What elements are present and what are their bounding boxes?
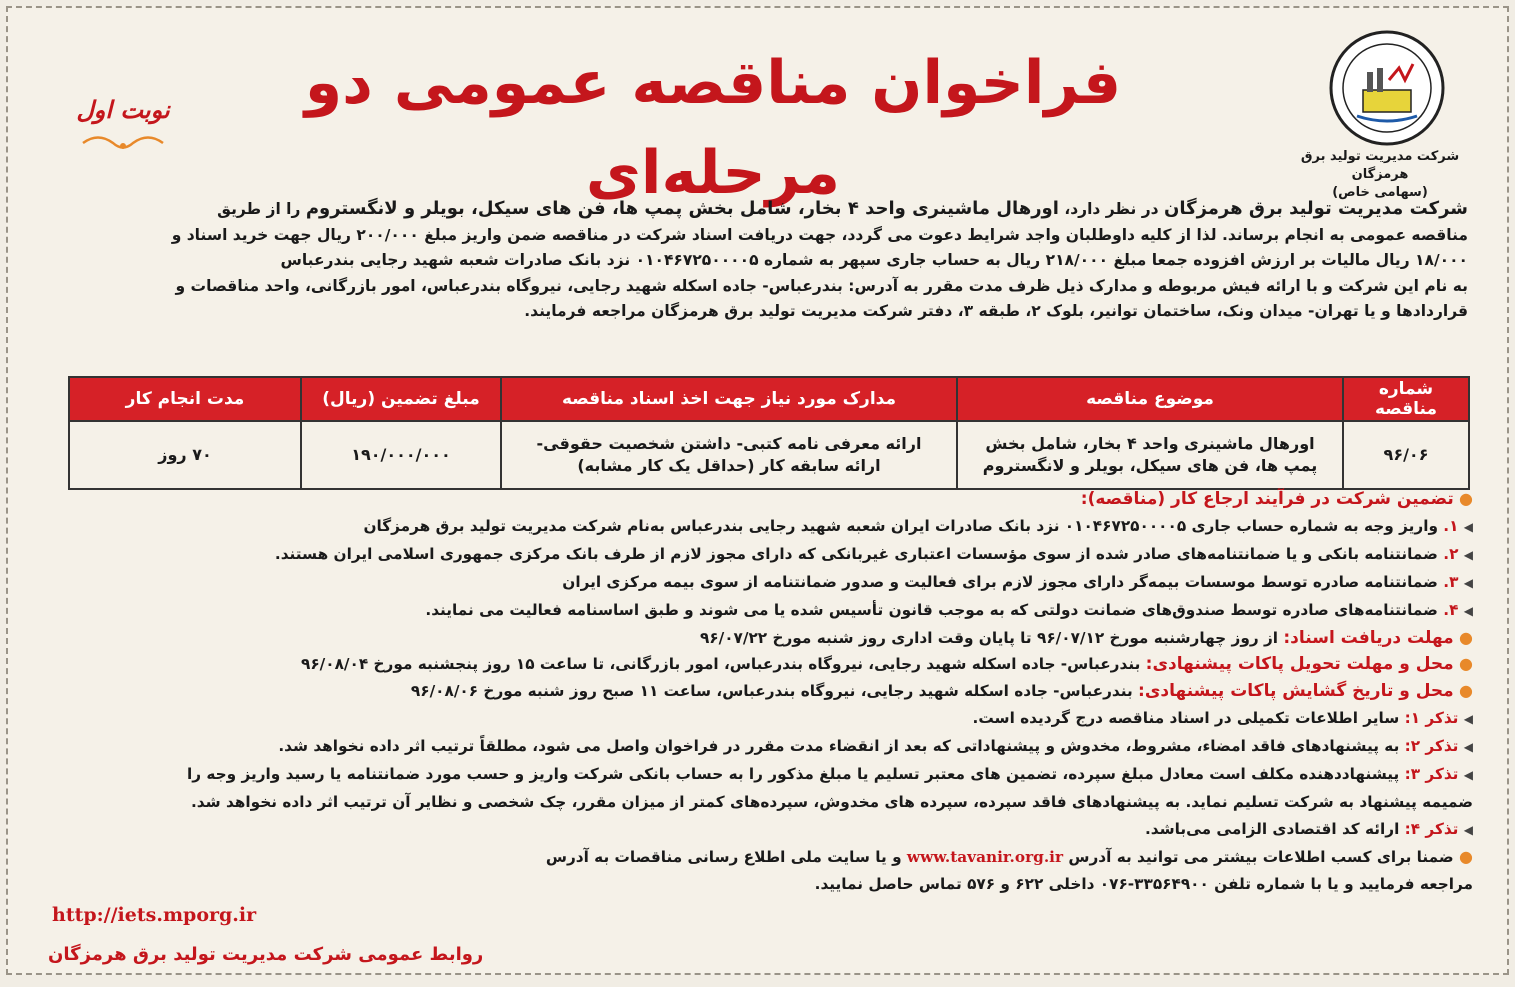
- guarantee-heading-line: [48, 486, 1473, 513]
- note-3-label: تذکر ۳:: [1404, 765, 1459, 784]
- item-text: واریز وجه به شماره حساب جاری ۰۱۰۴۶۷۲۵۰۰۰۰۵ نزد بانک صادرات ایران شعبه شهید رجایی بندرعباس به‌نام شرکت مدیریت تولید برق هرمزگان: [363, 516, 1438, 535]
- cell-number: ۹۶/۰۶: [1343, 421, 1469, 489]
- table-header-row: [69, 377, 1469, 421]
- intro-end: را از طریق: [217, 200, 306, 218]
- note-2: [48, 733, 1473, 761]
- header-duration: مدت انجام کار: [69, 377, 301, 421]
- guarantee-item-2: [48, 541, 1473, 569]
- docs-deadline-label: مهلت دریافت اسناد:: [1283, 627, 1454, 648]
- delivery-text: بندرعباس- جاده اسکله شهید رجایی، نیروگاه بندرعباس، امور بازرگانی، تا ساعت ۱۵ روز پنجشنبه مورخ ۹۶/۰۸/۰۴: [301, 655, 1141, 674]
- cell-duration: ۷۰ روز: [69, 421, 301, 489]
- footer-public-relations: روابط عمومی شرکت مدیریت تولید برق هرمزگان: [48, 944, 484, 965]
- contact-text-b: و یا سایت ملی اطلاع رسانی مناقصات به آدرس: [545, 847, 907, 866]
- triangle-bullet-icon: ◀: [1463, 712, 1473, 727]
- opening-label: محل و تاریخ گشایش پاکات پیشنهادی:: [1138, 681, 1454, 702]
- note-2-label: تذکر ۲:: [1404, 737, 1459, 756]
- triangle-bullet-icon: ◀: [1463, 822, 1473, 837]
- contact-text-a: ضمنا برای کسب اطلاعات بیشتر می توانید به آدرس: [1063, 847, 1454, 866]
- intro-line-3: ۱۸/۰۰۰ ریال مالیات بر ارزش افزوده جمعا مبلغ ۲۱۸/۰۰۰ ریال به حساب جاری سپهر به شماره ۰۱۰۴۶۷۲۵۰۰۰۰۵ نزد بانک صادرات شعبه شهید رجایی بندرعباس: [280, 251, 1468, 269]
- ornament-icon: [78, 132, 168, 154]
- triangle-bullet-icon: ◀: [1463, 519, 1473, 534]
- triangle-bullet-icon: ◀: [1463, 740, 1473, 755]
- bullet-icon: ●: [1459, 627, 1473, 647]
- cell-docs: [501, 421, 957, 489]
- opening-date: [48, 678, 1473, 705]
- item-number: ۲.: [1443, 544, 1459, 563]
- docs-deadline: [48, 625, 1473, 652]
- cell-subject: [957, 421, 1343, 489]
- docs-deadline-text: از روز چهارشنبه مورخ ۹۶/۰۷/۱۲ تا پایان وقت اداری روز شنبه مورخ ۹۶/۰۷/۲۲: [699, 628, 1279, 647]
- contact-line-1: [48, 844, 1473, 871]
- company-logo: [1327, 28, 1447, 148]
- intro-company: شرکت مدیریت تولید برق هرمزگان: [1163, 198, 1468, 219]
- guarantee-item-1: [48, 513, 1473, 541]
- item-number: ۳.: [1443, 572, 1459, 591]
- opening-text: بندرعباس- جاده اسکله شهید رجایی، نیروگاه بندرعباس، ساعت ۱۱ صبح روز شنبه مورخ ۹۶/۰۸/۰۶: [410, 682, 1133, 701]
- cell-subject-line-1: اورهال ماشینری واحد ۴ بخار، شامل بخش: [985, 434, 1315, 453]
- intro-paragraph: [48, 196, 1468, 325]
- item-text: ضمانتنامه صادره توسط موسسات بیمه‌گر دارای مجوز لازم برای فعالیت و صدور ضمانتنامه از سوی بیمه مرکزی ایران: [562, 572, 1438, 591]
- page-title: فراخوان مناقصه عمومی دو مرحله‌ای: [304, 48, 1122, 208]
- header-guarantee: مبلغ تضمین (ریال): [301, 377, 501, 421]
- delivery-deadline: [48, 651, 1473, 678]
- note-4-label: تذکر ۴:: [1404, 819, 1459, 838]
- note-3: [48, 761, 1473, 789]
- guarantee-heading: تضمین شرکت در فرآیند ارجاع کار (مناقصه):: [1080, 489, 1454, 509]
- note-1: [48, 705, 1473, 733]
- round-label: نوبت اول: [76, 96, 170, 124]
- item-number: ۴.: [1443, 600, 1459, 619]
- triangle-bullet-icon: ◀: [1463, 768, 1473, 783]
- note-2-text: به پیشنهادهای فاقد امضاء، مشروط، مخدوش و پیشنهاداتی که بعد از انقضاء مدت مقرر در فراخوان واصل می شود، مطلقاً ترتیب اثر داده نخواهد شد.: [278, 737, 1400, 756]
- company-type: (سهامی خاص): [1332, 185, 1428, 200]
- tender-notice-page: [6, 6, 1509, 975]
- header-subject: موضوع مناقصه: [957, 377, 1343, 421]
- item-text: ضمانتنامه‌های صادره توسط صندوق‌های ضمانت دولتی که به موجب قانون تأسیس شده یا می شوند و طبق اساسنامه فعالیت می نمایند.: [425, 600, 1438, 619]
- bullet-icon: ●: [1459, 489, 1473, 508]
- intro-line-5: قراردادها و یا تهران- میدان ونک، ساختمان توانیر، بلوک ۲، طبقه ۳، دفتر شرکت مدیریت تولید برق هرمزگان مراجعه فرمایند.: [524, 302, 1468, 320]
- guarantee-item-3: [48, 569, 1473, 597]
- note-3-text-1: پیشنهاددهنده مکلف است معادل مبلغ سپرده، تضمین های معتبر تسلیم یا مبلغ مذکور را به حساب بانکی شرکت واریز و حسب مورد ضمانتنامه یا رسید واریز وجه را: [186, 765, 1400, 784]
- bullet-icon: ●: [1459, 681, 1473, 701]
- cell-docs-line-1: ارائه معرفی نامه کتبی- داشتن شخصیت حقوقی-: [536, 434, 922, 453]
- tavanir-link[interactable]: www.tavanir.org.ir: [906, 847, 1064, 866]
- intro-line-1: [48, 196, 1468, 223]
- note-1-label: تذکر ۱:: [1404, 709, 1459, 728]
- triangle-bullet-icon: ◀: [1463, 547, 1473, 562]
- contact-line-2: مراجعه فرمایید و یا با شماره تلفن ۳۳۵۶۴۹۰۰-۰۷۶ داخلی ۶۲۲ و ۵۷۶ تماس حاصل نمایید.: [814, 874, 1473, 893]
- company-logo-icon: [1327, 28, 1447, 148]
- table-row: [69, 421, 1469, 489]
- bullet-icon: ●: [1459, 654, 1473, 674]
- iets-link[interactable]: http://iets.mporg.ir: [52, 904, 257, 926]
- intro-line-2: مناقصه عمومی به انجام برساند. لذا از کلیه داوطلبان واجد شرایط دعوت می گردد، جهت دریافت اسناد شرکت در مناقصه ضمن واریز مبلغ ۲۰۰/۰۰۰ ریال جهت خرید اسناد و: [171, 225, 1468, 244]
- intro-line-4: به نام این شرکت و با ارائه فیش مربوطه و مدارک ذیل ظرف مدت مقرر به آدرس: بندرعباس- جاده اسکله شهید رجایی، نیروگاه بندرعباس، امور بازرگانی، واحد مناقصات و: [175, 276, 1468, 295]
- note-3-cont: ضمیمه پیشنهاد به شرکت تسلیم نماید. به پیشنهادهای فاقد سپرده، سپرده های مخدوش، سپرده‌های کمتر از میزان مقرر، چک شخصی و نظایر آن ترتیب اثر داده نخواهد شد.: [190, 792, 1473, 811]
- tender-table: [68, 376, 1470, 490]
- header-docs: مدارک مورد نیاز جهت اخذ اسناد مناقصه: [501, 377, 957, 421]
- bullet-icon: ●: [1459, 846, 1473, 866]
- triangle-bullet-icon: ◀: [1463, 575, 1473, 590]
- note-4-text: ارائه کد اقتصادی الزامی می‌باشد.: [1144, 819, 1400, 838]
- note-1-text: سایر اطلاعات تکمیلی در اسناد مناقصه درج گردیده است.: [972, 709, 1400, 728]
- triangle-bullet-icon: ◀: [1463, 603, 1473, 618]
- item-number: ۱.: [1443, 516, 1459, 535]
- round-badge: [48, 96, 198, 156]
- rules-section: [48, 486, 1473, 898]
- item-text: ضمانتنامه بانکی و یا ضمانتنامه‌های صادر شده از سوی مؤسسات اعتباری غیربانکی که دارای مجوز لازم از طرف بانک مرکزی جمهوری اسلامی ایران هستند.: [274, 544, 1438, 563]
- intro-mid: در نظر دارد،: [1058, 200, 1164, 218]
- cell-subject-line-2: پمپ ها، فن های سیکل، بویلر و لانگستروم: [982, 456, 1318, 475]
- delivery-label: محل و مهلت تحویل پاکات پیشنهادی:: [1145, 654, 1454, 675]
- company-caption: [1295, 148, 1465, 202]
- guarantee-item-4: [48, 597, 1473, 625]
- header-number: شماره مناقصه: [1343, 377, 1469, 421]
- note-4: [48, 816, 1473, 844]
- cell-guarantee: ۱۹۰/۰۰۰/۰۰۰: [301, 421, 501, 489]
- company-name: شرکت مدیریت تولید برق هرمزگان: [1300, 149, 1460, 182]
- cell-docs-line-2: ارائه سابقه کار (حداقل یک کار مشابه): [577, 456, 881, 475]
- intro-subject: اورهال ماشینری واحد ۴ بخار، شامل بخش پمپ ها، فن های سیکل، بویلر و لانگستروم: [305, 198, 1059, 219]
